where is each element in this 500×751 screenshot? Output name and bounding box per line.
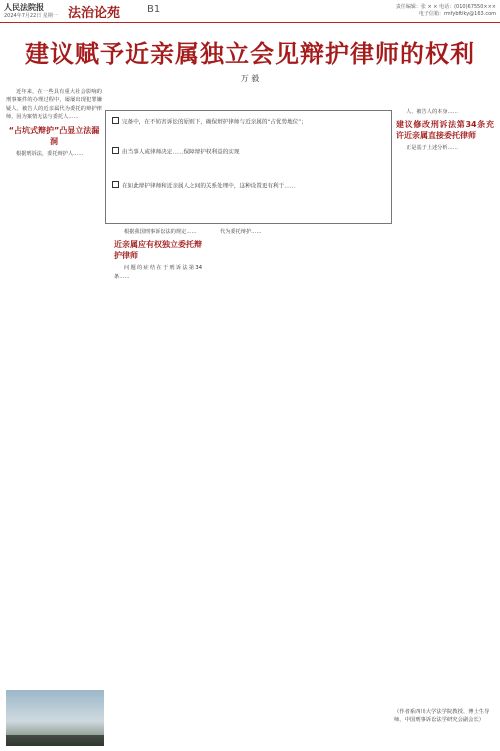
- section-heading: “占坑式辩护”凸显立法漏洞: [8, 125, 100, 146]
- page-header: [0, 0, 500, 23]
- publication-date: 2024年7月22日 星期一: [4, 13, 58, 19]
- summary-item: 在如此辩护律师和近亲属人之间的关系处理中，这种设置更有利于……: [112, 181, 384, 192]
- paragraph: 正是基于上述分析……: [406, 145, 458, 152]
- illustration-photo: [6, 690, 104, 746]
- page-code: B1: [147, 4, 161, 15]
- column-4: [396, 108, 494, 704]
- column-3: [210, 228, 388, 746]
- article-title: 建议赋予近亲属独立会见辩护律师的权利: [25, 39, 475, 68]
- editor-line: 责任编辑：张 × × 电话：(010)67550×××: [395, 4, 496, 10]
- section-name: 法治论苑: [68, 6, 121, 21]
- photo-caption-bar: [6, 735, 104, 746]
- email-line: 电子信箱：rmfybftlky@163.com: [418, 11, 496, 17]
- paragraph: 根据我国刑事诉讼法的规定……: [124, 229, 197, 235]
- summary-box: [105, 110, 392, 224]
- article-author: 万 毅: [240, 74, 260, 83]
- paragraph: 近年来，在一些具有重大社会影响的刑事案件的办理过程中，屡屡出现犯罪嫌疑人、被告人的近亲属代为委托的辩护律师，因为案情无法与委托人……: [6, 89, 102, 121]
- author-note: （作者系四川大学法学院教授、博士生导师，中国刑事诉讼法学研究会副会长）: [394, 709, 490, 723]
- column-1: [6, 88, 102, 686]
- section-heading: 建议修改刑诉法第34条充许近亲属直接委托律师: [396, 120, 494, 141]
- summary-item: 完备中，在不妨害诉讼的原则下，确保辩护律师与近亲属的“占优势地位”；: [112, 117, 384, 128]
- paragraph: 代为委托辩护……: [220, 229, 262, 235]
- editor-info: [396, 4, 496, 18]
- column-2: [114, 228, 202, 746]
- summary-item: 由当事人或律师决定……保障辩护权利益的实现: [112, 147, 384, 158]
- checkbox-icon: [112, 117, 119, 124]
- masthead: 人民法院报: [4, 2, 44, 12]
- paragraph: 问题的症结在于刑诉法第34条……: [114, 265, 202, 280]
- paragraph: 根据刑诉法，委托辩护人……: [16, 150, 84, 157]
- section-heading: 近亲属应有权独立委托辩护律师: [114, 240, 202, 261]
- checkbox-icon: [112, 181, 119, 188]
- paragraph: 人、被告人的本身……: [406, 109, 458, 115]
- checkbox-icon: [112, 147, 119, 154]
